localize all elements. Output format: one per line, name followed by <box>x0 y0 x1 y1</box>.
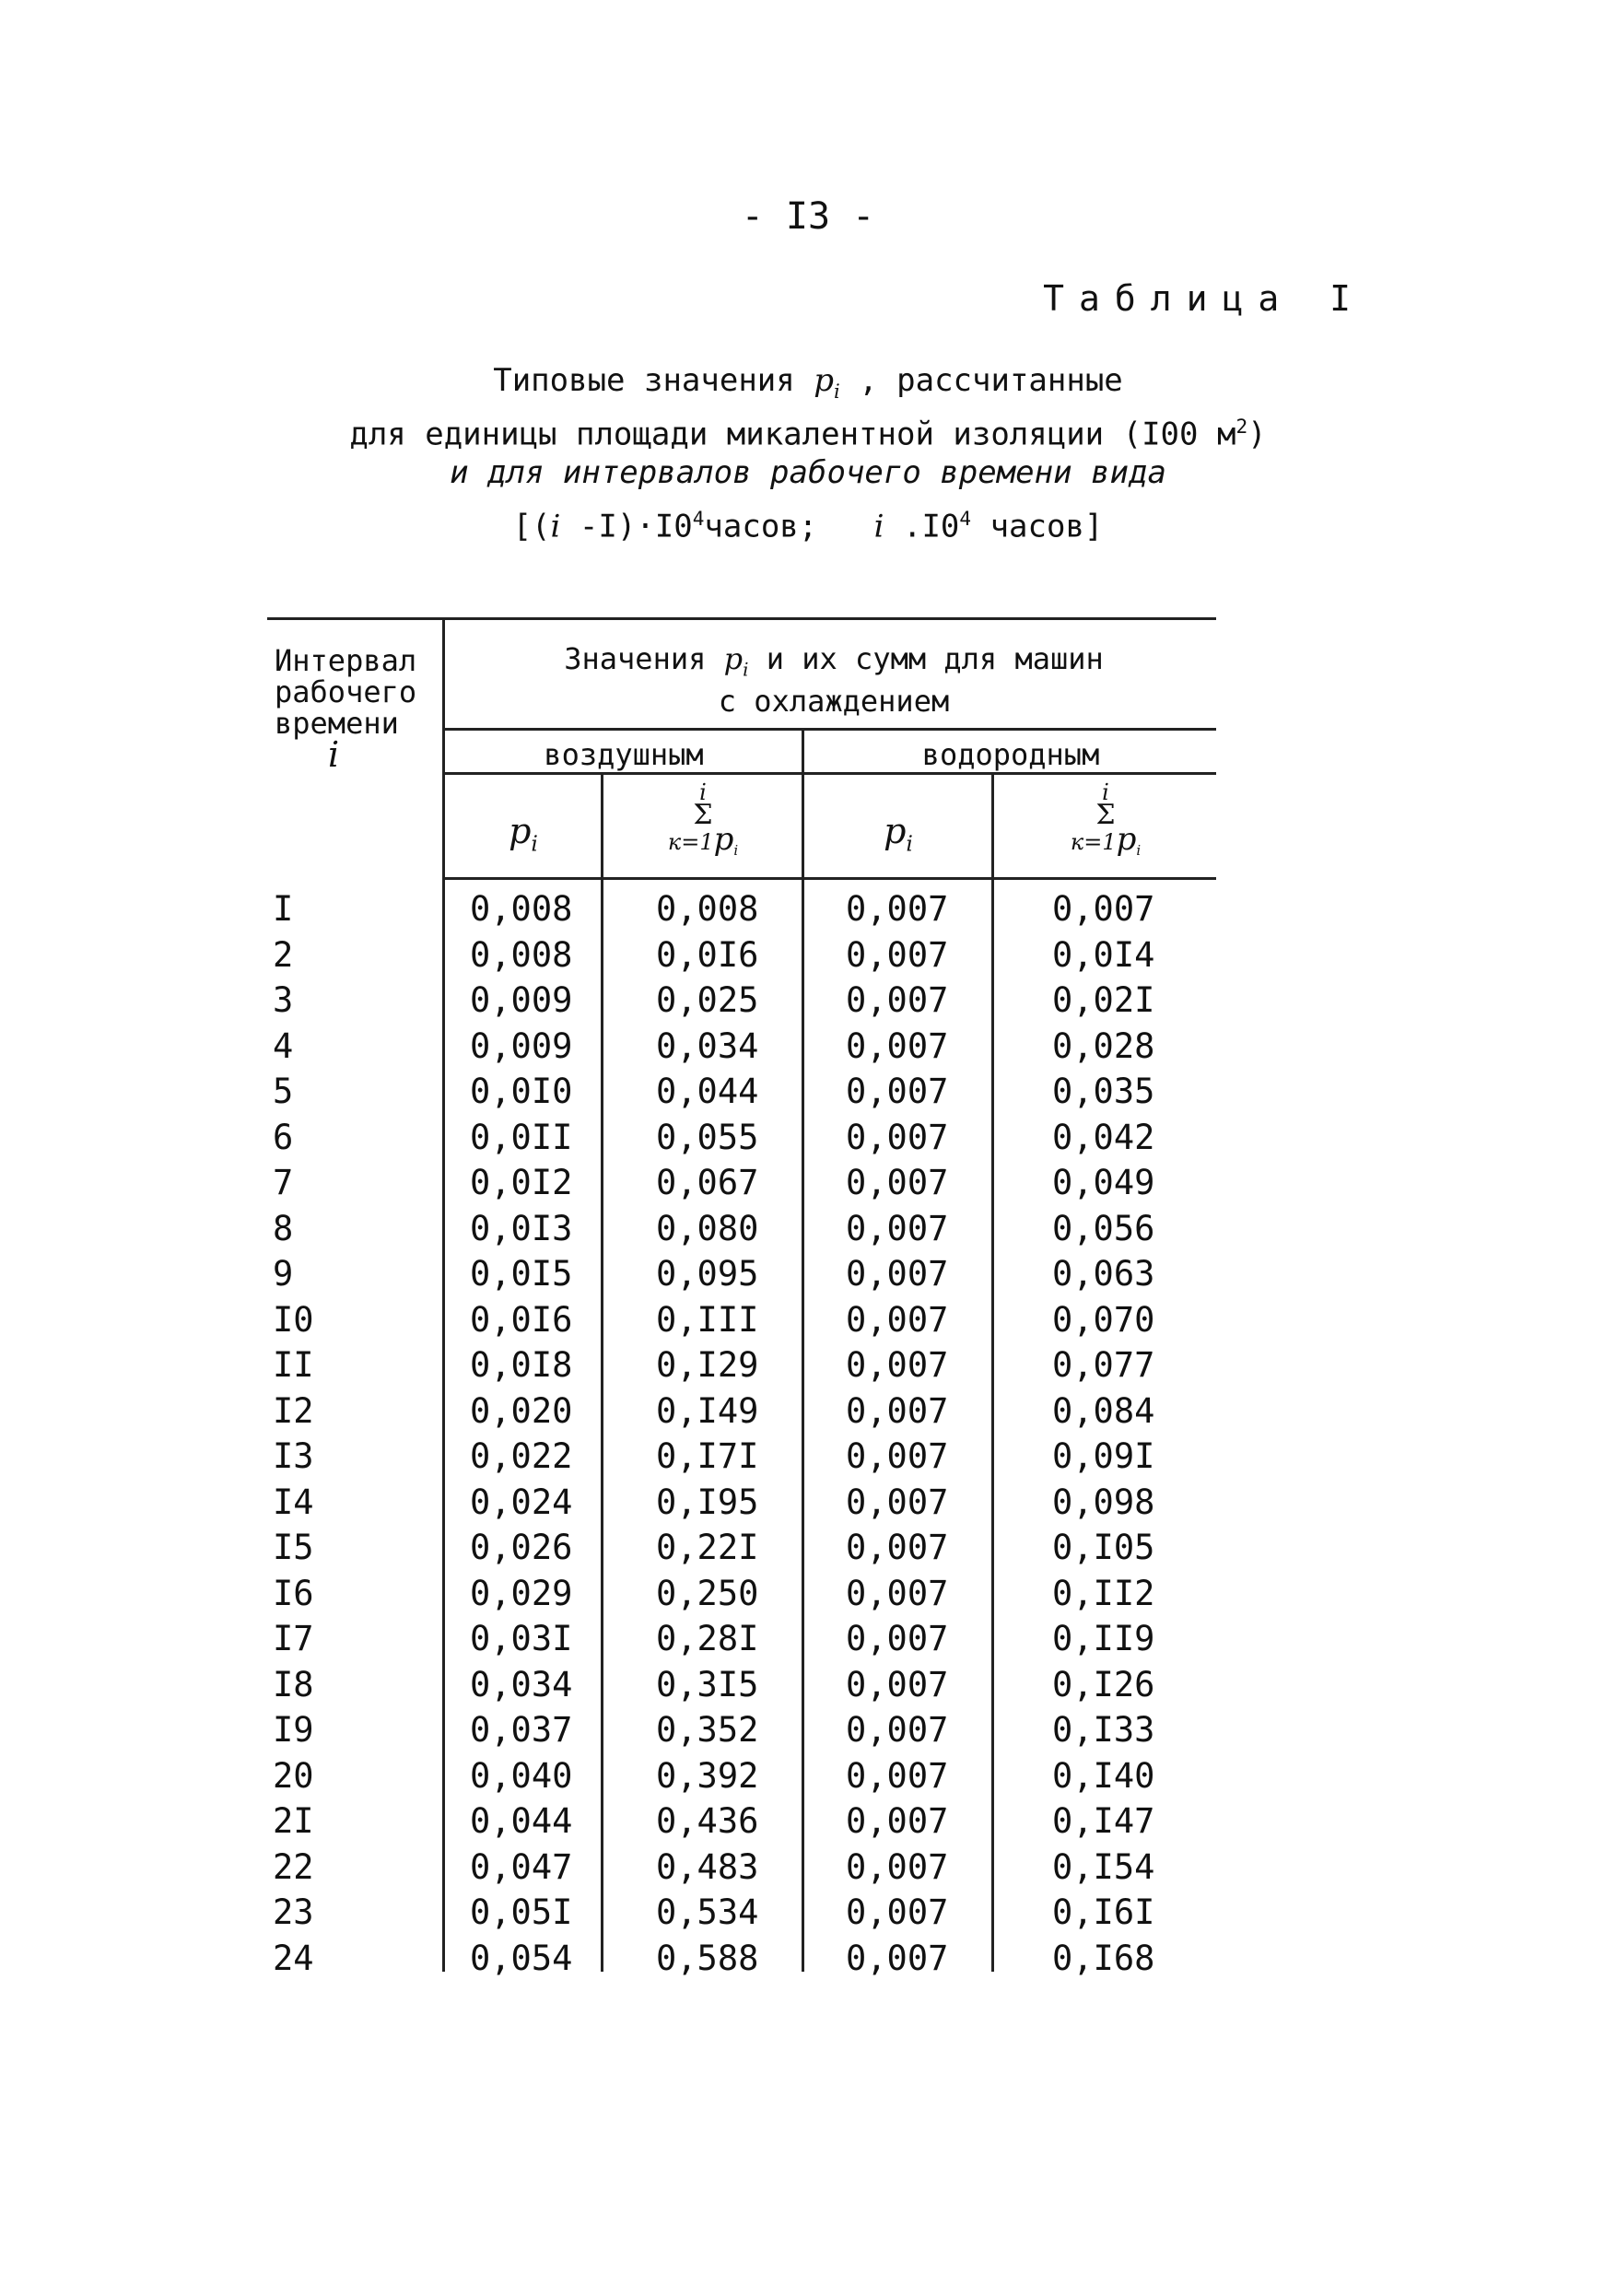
sum-lower-limit <box>995 821 1216 862</box>
h2-sum-cell: 0,I68 <box>1052 1938 1155 1978</box>
col-h2-sum-header <box>995 781 1216 862</box>
h2-sum-cell: 0,035 <box>1052 1072 1155 1112</box>
interval-cell: 4 <box>273 1025 294 1066</box>
air-sum-cell: 0,588 <box>656 1938 759 1978</box>
air-sum-cell: 0,025 <box>656 980 759 1021</box>
table-row <box>267 1525 1216 1571</box>
interval-cell: I2 <box>273 1390 314 1431</box>
caption-text: ) <box>1247 416 1267 453</box>
air-p-cell: 0,03I <box>470 1619 573 1659</box>
air-sum-cell: 0,044 <box>656 1072 759 1112</box>
i-subscript: i <box>733 841 739 859</box>
table-label: Таблица I <box>1043 278 1365 319</box>
air-p-cell: 0,044 <box>470 1801 573 1842</box>
air-p-cell: 0,008 <box>470 889 573 930</box>
group-air-header: воздушным <box>544 737 704 772</box>
interval-cell: 9 <box>273 1254 294 1294</box>
p-i-symbol <box>723 641 749 681</box>
air-sum-cell: 0,352 <box>656 1710 759 1751</box>
h2-sum-cell: 0,007 <box>1052 889 1155 930</box>
interval-cell: 23 <box>273 1892 314 1933</box>
interval-cell: 7 <box>273 1163 294 1203</box>
h2-sum-cell: 0,I33 <box>1052 1710 1155 1751</box>
p-symbol: p <box>814 362 834 399</box>
h2-p-cell: 0,007 <box>846 1025 949 1066</box>
table-row <box>267 1434 1216 1480</box>
air-p-cell: 0,029 <box>470 1573 573 1613</box>
p-symbol: p <box>713 821 734 858</box>
h2-sum-cell: 0,I54 <box>1052 1846 1155 1887</box>
i-subscript: i <box>1136 841 1142 859</box>
table-row <box>267 1480 1216 1526</box>
table-row <box>267 1845 1216 1891</box>
air-sum-cell: 0,I95 <box>656 1482 759 1522</box>
h2-sum-cell: 0,I40 <box>1052 1755 1155 1796</box>
h2-sum-cell: 0,049 <box>1052 1163 1155 1203</box>
i-symbol: i <box>873 508 884 545</box>
h2-p-cell: 0,007 <box>846 1117 949 1157</box>
h2-sum-cell: 0,0I4 <box>1052 934 1155 975</box>
air-p-cell: 0,0I5 <box>470 1254 573 1294</box>
table-row <box>267 1024 1216 1070</box>
i-subscript: i <box>906 830 913 857</box>
h2-p-cell: 0,007 <box>846 1846 949 1887</box>
table-row <box>267 1297 1216 1343</box>
values-header-text: Значения <box>564 641 724 676</box>
interval-cell: I9 <box>273 1710 314 1751</box>
air-sum-cell: 0,22I <box>656 1528 759 1568</box>
h2-p-cell: 0,007 <box>846 1664 949 1704</box>
caption-text: , рассчитанные <box>839 362 1123 399</box>
air-p-cell: 0,0I6 <box>470 1299 573 1340</box>
p-symbol: p <box>1116 821 1137 858</box>
h2-p-cell: 0,007 <box>846 1254 949 1294</box>
i-subscript: i <box>531 830 538 857</box>
table-row <box>267 1069 1216 1115</box>
caption-text: -I)·I0 <box>560 508 693 545</box>
air-p-cell: 0,054 <box>470 1938 573 1978</box>
air-sum-cell: 0,080 <box>656 1208 759 1248</box>
values-header <box>451 641 1216 720</box>
p-symbol: p <box>884 811 907 851</box>
air-p-cell: 0,034 <box>470 1664 573 1704</box>
h2-sum-cell: 0,056 <box>1052 1208 1155 1248</box>
air-p-cell: 0,009 <box>470 1025 573 1066</box>
air-sum-cell: 0,534 <box>656 1892 759 1933</box>
caption-text: [( <box>512 508 551 545</box>
h2-p-cell: 0,007 <box>846 980 949 1021</box>
h2-sum-cell: 0,063 <box>1052 1254 1155 1294</box>
caption-text: часов] <box>971 508 1104 545</box>
air-sum-cell: 0,483 <box>656 1846 759 1887</box>
h2-p-cell: 0,007 <box>846 1710 949 1751</box>
h2-p-cell: 0,007 <box>846 1755 949 1796</box>
air-sum-cell: 0,008 <box>656 889 759 930</box>
caption-text: .I0 <box>884 508 960 545</box>
table-row <box>267 1388 1216 1435</box>
air-sum-cell: 0,067 <box>656 1163 759 1203</box>
interval-cell: 5 <box>273 1072 294 1112</box>
col-h2-p-header <box>805 811 991 857</box>
interval-cell: I0 <box>273 1299 314 1340</box>
table-row <box>267 1753 1216 1799</box>
air-sum-cell: 0,095 <box>656 1254 759 1294</box>
sigma-icon: Σ <box>1095 799 1116 831</box>
air-sum-cell: 0,392 <box>656 1755 759 1796</box>
air-p-cell: 0,024 <box>470 1482 573 1522</box>
h2-p-cell: 0,007 <box>846 1163 949 1203</box>
table-row <box>267 1115 1216 1161</box>
h2-sum-cell: 0,09I <box>1052 1436 1155 1477</box>
air-sum-cell: 0,I29 <box>656 1345 759 1386</box>
interval-cell: 8 <box>273 1208 294 1248</box>
h2-p-cell: 0,007 <box>846 1938 949 1978</box>
interval-cell: 20 <box>273 1755 314 1796</box>
interval-header-line: времени <box>275 706 399 741</box>
air-p-cell: 0,0I2 <box>470 1163 573 1203</box>
air-p-cell: 0,047 <box>470 1846 573 1887</box>
air-sum-cell: 0,0I6 <box>656 934 759 975</box>
caption-line-3: и для интервалов рабочего времени вида <box>450 454 1166 491</box>
air-p-cell: 0,008 <box>470 934 573 975</box>
page-number: - I3 - <box>741 195 875 238</box>
h2-sum-cell: 0,I05 <box>1052 1528 1155 1568</box>
interval-header <box>275 643 417 775</box>
air-p-cell: 0,0I8 <box>470 1345 573 1386</box>
h2-p-cell: 0,007 <box>846 889 949 930</box>
table-row <box>267 1616 1216 1662</box>
h2-p-cell: 0,007 <box>846 1892 949 1933</box>
sum-lower-limit <box>604 821 802 862</box>
interval-cell: 3 <box>273 980 294 1021</box>
table-row <box>267 1571 1216 1617</box>
table-row <box>267 1342 1216 1388</box>
table-row <box>267 1890 1216 1936</box>
interval-cell: 24 <box>273 1938 314 1978</box>
h2-sum-cell: 0,II2 <box>1052 1573 1155 1613</box>
h2-p-cell: 0,007 <box>846 1801 949 1842</box>
air-sum-cell: 0,I49 <box>656 1390 759 1431</box>
air-p-cell: 0,037 <box>470 1710 573 1751</box>
h2-p-cell: 0,007 <box>846 1345 949 1386</box>
air-sum-cell: 0,III <box>656 1299 759 1340</box>
interval-cell: 2 <box>273 934 294 975</box>
h2-sum-cell: 0,I47 <box>1052 1801 1155 1842</box>
p-i-symbol <box>814 362 840 403</box>
caption-superscript: 4 <box>692 507 705 530</box>
h2-sum-cell: 0,084 <box>1052 1390 1155 1431</box>
h2-sum-cell: 0,042 <box>1052 1117 1155 1157</box>
caption-text: для единицы площади микалентной изоляции (I00 м <box>349 416 1236 453</box>
p-symbol: p <box>509 811 532 851</box>
col-air-p-header <box>446 811 601 857</box>
h2-p-cell: 0,007 <box>846 934 949 975</box>
values-header-line-1 <box>451 643 1216 685</box>
interval-cell: I8 <box>273 1664 314 1704</box>
air-p-cell: 0,022 <box>470 1436 573 1477</box>
i-symbol: i <box>550 508 561 545</box>
caption-superscript: 4 <box>959 507 972 530</box>
h2-sum-cell: 0,028 <box>1052 1025 1155 1066</box>
table-row <box>267 932 1216 978</box>
interval-cell: I5 <box>273 1528 314 1568</box>
table-row <box>267 1798 1216 1845</box>
air-sum-cell: 0,I7I <box>656 1436 759 1477</box>
interval-header-line: Интервал <box>275 643 417 678</box>
table-top-rule <box>267 617 1216 620</box>
interval-cell: I4 <box>273 1482 314 1522</box>
air-p-cell: 0,05I <box>470 1892 573 1933</box>
air-p-cell: 0,040 <box>470 1755 573 1796</box>
interval-cell: 2I <box>273 1801 314 1842</box>
h2-p-cell: 0,007 <box>846 1208 949 1248</box>
caption-text: часов; <box>704 508 874 545</box>
values-header-line-2: с охлаждением <box>718 684 950 720</box>
interval-cell: 6 <box>273 1117 294 1157</box>
p-symbol: p <box>723 641 744 676</box>
h2-sum-cell: 0,II9 <box>1052 1619 1155 1659</box>
table-row <box>267 1160 1216 1206</box>
table-row <box>267 1662 1216 1708</box>
caption-superscript: 2 <box>1235 415 1248 438</box>
interval-header-line: рабочего <box>275 674 417 709</box>
interval-cell: I <box>273 889 294 930</box>
air-p-cell: 0,0I0 <box>470 1072 573 1112</box>
sum-upper-limit: i <box>1102 779 1109 805</box>
h2-sum-cell: 0,070 <box>1052 1299 1155 1340</box>
sum-upper-limit: i <box>699 779 707 805</box>
group-header-rule <box>442 728 1216 731</box>
caption-line-4 <box>0 496 1616 549</box>
subgroup-rule <box>442 772 1216 775</box>
h2-sum-cell: 0,077 <box>1052 1345 1155 1386</box>
h2-p-cell: 0,007 <box>846 1299 949 1340</box>
h2-p-cell: 0,007 <box>846 1436 949 1477</box>
table-row <box>267 1707 1216 1753</box>
air-sum-cell: 0,250 <box>656 1573 759 1613</box>
h2-p-cell: 0,007 <box>846 1528 949 1568</box>
caption-text: Типовые значения <box>493 362 814 399</box>
table-row <box>267 1206 1216 1252</box>
group-hydrogen-header: водородным <box>921 737 1100 772</box>
interval-cell: I3 <box>273 1436 314 1477</box>
interval-cell: I7 <box>273 1619 314 1659</box>
interval-cell: II <box>273 1345 314 1386</box>
air-sum-cell: 0,055 <box>656 1117 759 1157</box>
air-p-cell: 0,020 <box>470 1390 573 1431</box>
h2-p-cell: 0,007 <box>846 1482 949 1522</box>
header-bottom-rule <box>442 877 1216 880</box>
table-row <box>267 1251 1216 1297</box>
interval-cell: 22 <box>273 1846 314 1887</box>
h2-sum-cell: 0,I6I <box>1052 1892 1155 1933</box>
h2-sum-cell: 0,02I <box>1052 980 1155 1021</box>
values-header-text: и их сумм для машин <box>748 641 1104 676</box>
h2-sum-cell: 0,I26 <box>1052 1664 1155 1704</box>
sum-index: к=1 <box>667 829 714 855</box>
air-sum-cell: 0,034 <box>656 1025 759 1066</box>
h2-p-cell: 0,007 <box>846 1573 949 1613</box>
air-p-cell: 0,0II <box>470 1117 573 1157</box>
sigma-icon: Σ <box>693 799 713 831</box>
sum-index: к=1 <box>1070 829 1117 855</box>
air-sum-cell: 0,3I5 <box>656 1664 759 1704</box>
air-p-cell: 0,026 <box>470 1528 573 1568</box>
i-subscript: i <box>743 659 749 681</box>
h2-p-cell: 0,007 <box>846 1390 949 1431</box>
air-sum-cell: 0,436 <box>656 1801 759 1842</box>
table-row <box>267 978 1216 1024</box>
air-p-cell: 0,009 <box>470 980 573 1021</box>
i-subscript: i <box>833 379 840 403</box>
interval-cell: I6 <box>273 1573 314 1613</box>
air-sum-cell: 0,28I <box>656 1619 759 1659</box>
table-row <box>267 886 1216 932</box>
table-row <box>267 1936 1216 1982</box>
h2-sum-cell: 0,098 <box>1052 1482 1155 1522</box>
h2-p-cell: 0,007 <box>846 1619 949 1659</box>
h2-p-cell: 0,007 <box>846 1072 949 1112</box>
table-body <box>267 886 1216 1981</box>
air-p-cell: 0,0I3 <box>470 1208 573 1248</box>
col-air-sum-header <box>604 781 802 862</box>
interval-symbol: i <box>328 734 340 775</box>
